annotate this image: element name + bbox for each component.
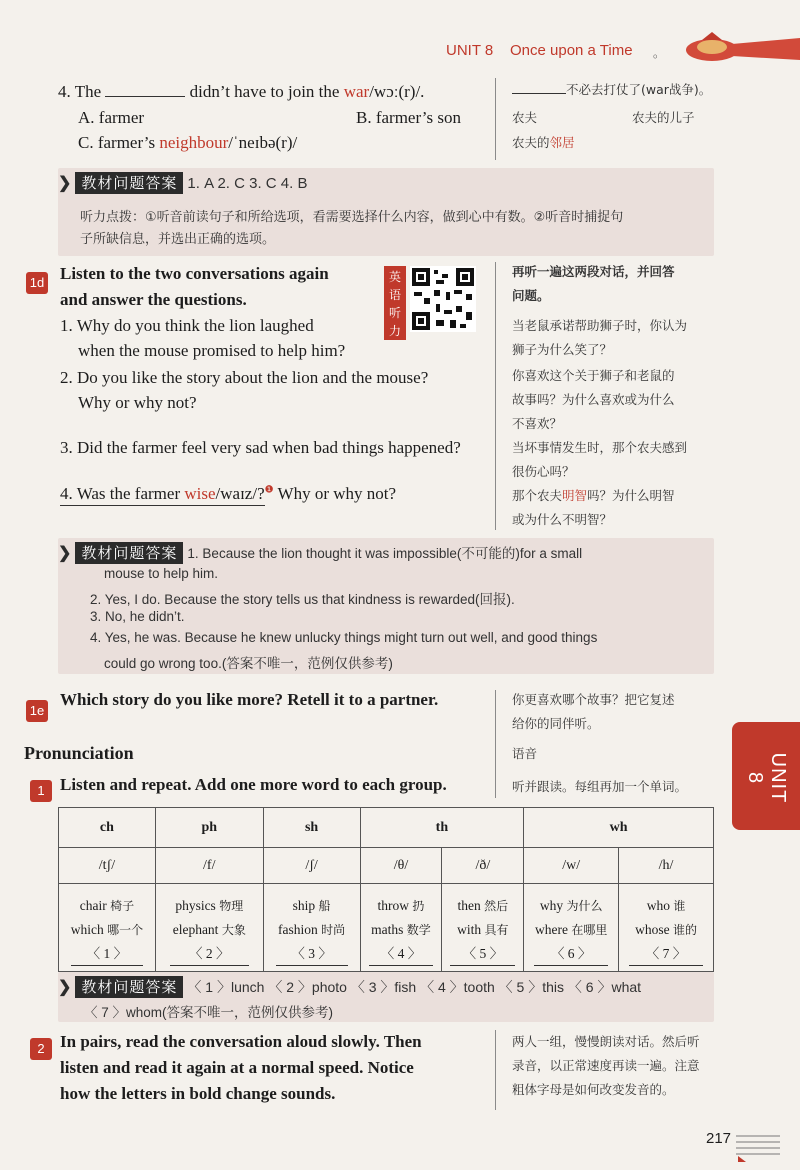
s1d-cn-q2b: 故事吗？为什么喜欢或为什么 <box>512 392 675 407</box>
header-ch: ch <box>59 808 156 848</box>
answer-box-2-a2: 2. Yes, I do. Because the story tells us that kindness is rewarded(回报). <box>90 592 515 607</box>
blank-6[interactable]: 〈 6 〉 <box>534 942 608 966</box>
pronunciation-heading: Pronunciation <box>24 743 134 763</box>
ipa-cell: /tʃ/ <box>59 848 156 884</box>
s1d-cn-title-2: 问题。 <box>512 288 550 303</box>
q4-option-b: B. farmer’s son <box>356 108 461 127</box>
answer-box-3-header <box>58 976 641 997</box>
pronunciation-cn-heading: 语音 <box>512 746 538 761</box>
answer-tag: 教材问题答案 <box>75 542 183 564</box>
s1d-q3: 3. Did the farmer feel very sad when bad things happened? <box>60 438 461 457</box>
q4-cn-line: 不必去打仗了(war战争)。 <box>512 78 711 102</box>
blank-1[interactable]: 〈 1 〉 <box>71 942 143 966</box>
answer-box-2-header <box>58 542 582 563</box>
s1d-cn-title-1: 再听一遍这两段对话，并回答 <box>512 264 675 279</box>
s2-cn-3: 粗体字母是如何改变发音的。 <box>512 1082 675 1097</box>
header-wh: wh <box>524 808 714 848</box>
chevron-right-icon: ❯ <box>58 545 72 562</box>
answer-tag: 教材问题答案 <box>75 172 183 194</box>
ipa-cell: /h/ <box>619 848 714 884</box>
words-cell: ship 船 fashion 时尚 〈 3 〉 <box>263 884 360 972</box>
answer-box-1-tip-1: 听力点拨：①听音前读句子和所给选项，看需要选择什么内容，做到心中有数。②听音时捕捉句 <box>80 210 624 225</box>
s1d-cn-q2a: 你喜欢这个关于狮子和老鼠的 <box>512 368 675 383</box>
unit-side-tab-label: UNIT 8 <box>744 752 789 804</box>
q4-cn-b: 农夫的儿子 <box>632 110 695 125</box>
s2-line3: how the letters in bold change sounds. <box>60 1084 336 1103</box>
column-divider-bottom <box>495 1030 496 1110</box>
s1d-title-1: Listen to the two conversations again <box>60 264 329 283</box>
header-unit: UNIT 8 <box>446 42 494 59</box>
answer-box-2-a4-line2: could go wrong too.(答案不唯一，范例仅供参考) <box>104 656 393 671</box>
column-divider-mid <box>495 262 496 530</box>
answer-box-2-a4-line1: 4. Yes, he was. Because he knew unlucky things might turn out well, and good things <box>90 630 598 645</box>
header-sh: sh <box>263 808 360 848</box>
s2-cn-2: 录音，以正常速度再读一遍。注意 <box>512 1058 700 1073</box>
header-title: Once upon a Time <box>510 42 633 59</box>
words-cell: why 为什么 where 在哪里 〈 6 〉 <box>524 884 619 972</box>
answer-box-3-line2: 〈 7 〉whom(答案不唯一，范例仅供参考) <box>84 1005 334 1020</box>
answer-box-1-tip-2: 子所缺信息，并选出正确的选项。 <box>80 232 276 247</box>
q4-option-c: C. farmer’s neighbour/ˈneɪbə(r)/ <box>78 133 298 152</box>
phonics-header-row <box>59 808 714 848</box>
q4-stem: 4. The didn’t have to join the war/wɔː(r)/. <box>58 82 425 101</box>
s1d-cn-q1b: 狮子为什么笑了？ <box>512 342 613 357</box>
ipa-cell: /w/ <box>524 848 619 884</box>
answer-box-1-header <box>58 172 307 193</box>
answer-box-1-answers: 1. A 2. C 3. C 4. B <box>187 175 308 192</box>
s1d-title-2: and answer the questions. <box>60 290 247 309</box>
s1e-title: Which story do you like more? Retell it to a partner. <box>60 690 439 709</box>
column-divider-top <box>495 78 496 160</box>
s1d-cn-q4b: 或为什么不明智？ <box>512 512 613 527</box>
chevron-right-icon: ❯ <box>58 979 72 996</box>
header-dot: 。 <box>653 46 666 60</box>
s1e-cn-1: 你更喜欢哪个故事？把它复述 <box>512 692 675 707</box>
q4-option-a: A. farmer <box>78 108 145 127</box>
words-cell: chair 椅子 which 哪一个 〈 1 〉 <box>59 884 156 972</box>
s1d-q2-line2: Why or why not? <box>78 393 197 412</box>
chevron-right-icon: ❯ <box>58 175 72 192</box>
s1d-q4: 4. Was the farmer wise/waɪz/?$^❶$ Why or why not? <box>60 484 396 504</box>
s1d-q1-line1: 1. Why do you think the lion laughed <box>60 316 314 335</box>
blank-2[interactable]: 〈 2 〉 <box>170 942 249 966</box>
badge-1d: 1d <box>26 272 48 294</box>
pronunciation-title: Listen and repeat. Add one more word to each group. <box>60 775 447 794</box>
badge-2: 2 <box>30 1038 52 1060</box>
answer-box-2-a1-line2: mouse to help him. <box>104 566 219 581</box>
ipa-cell: /ð/ <box>442 848 524 884</box>
s1d-q2-line1: 2. Do you like the story about the lion and the mouse? <box>60 368 429 387</box>
s1d-q1-line2: when the mouse promised to help him? <box>78 341 346 360</box>
blank-4[interactable]: 〈 4 〉 <box>369 942 434 966</box>
column-divider-lower <box>495 690 496 798</box>
words-cell: then 然后 with 具有 〈 5 〉 <box>442 884 524 972</box>
header-ph: ph <box>155 808 263 848</box>
s1d-cn-q3b: 很伤心吗？ <box>512 464 575 479</box>
q4-cn-c: 农夫的邻居 <box>512 135 575 150</box>
badge-1e: 1e <box>26 700 48 722</box>
phonics-table <box>58 807 714 972</box>
pronunciation-cn: 听并跟读。每组再加一个单词。 <box>512 779 688 794</box>
s2-line1: In pairs, read the conversation aloud slowly. Then <box>60 1032 422 1051</box>
answer-box-2-a1-line1: 1. Because the lion thought it was impossible(不可能的)for a small <box>187 546 583 561</box>
s2-cn-1: 两人一组，慢慢朗读对话。然后听 <box>512 1034 700 1049</box>
answer-box-2-a3: 3. No, he didn’t. <box>90 609 185 624</box>
answer-tag: 教材问题答案 <box>75 976 183 998</box>
words-cell: throw 扔 maths 数学 〈 4 〉 <box>360 884 442 972</box>
qr-code-icon[interactable] <box>410 266 476 332</box>
blank-3[interactable]: 〈 3 〉 <box>276 942 348 966</box>
phonics-words-row <box>59 884 714 972</box>
s1d-cn-q3a: 当坏事情发生时，那个农夫感到 <box>512 440 688 455</box>
s2-line2: listen and read it again at a normal speed. Notice <box>60 1058 414 1077</box>
q4-cn-a: 农夫 <box>512 110 538 125</box>
page-number: 217 <box>706 1130 732 1147</box>
s1d-cn-q1a: 当老鼠承诺帮助狮子时，你认为 <box>512 318 688 333</box>
blank-7[interactable]: 〈 7 〉 <box>629 942 703 966</box>
qr-label: 英语听力 <box>384 266 406 340</box>
phonics-ipa-row <box>59 848 714 884</box>
header-ornament-icon <box>672 30 800 64</box>
words-cell: who 谁 whose 谁的 〈 7 〉 <box>619 884 714 972</box>
answer-box-3-line1: 〈 1 〉lunch 〈 2 〉photo 〈 3 〉fish 〈 4 〉tooth 〈 5 〉this 〈 6 〉what <box>187 979 642 995</box>
badge-1: 1 <box>30 780 52 802</box>
blank-5[interactable]: 〈 5 〉 <box>450 942 515 966</box>
s1d-cn-q2c: 不喜欢？ <box>512 416 563 431</box>
ipa-cell: /θ/ <box>360 848 442 884</box>
s1d-cn-q4a: 那个农夫明智吗？为什么明智 <box>512 488 675 503</box>
words-cell: physics 物理 elephant 大象 〈 2 〉 <box>155 884 263 972</box>
page-number-deco-icon <box>736 1132 780 1162</box>
s1e-cn-2: 给你的同伴听。 <box>512 716 600 731</box>
ipa-cell: /f/ <box>155 848 263 884</box>
header-th: th <box>360 808 524 848</box>
ipa-cell: /ʃ/ <box>263 848 360 884</box>
